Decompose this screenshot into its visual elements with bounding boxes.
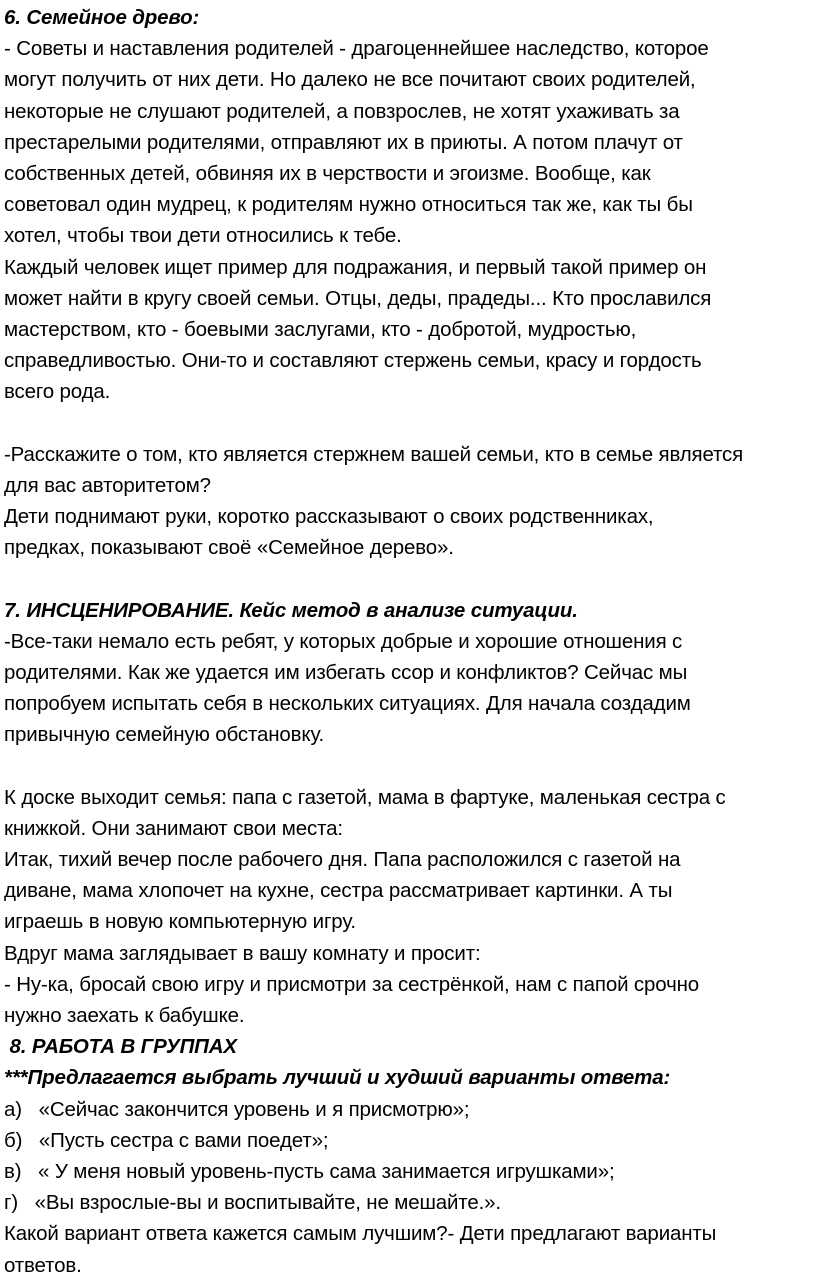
- blank-line: [4, 751, 802, 782]
- text-line: -Расскажите о том, кто является стержнем вашей семьи, кто в семье является: [4, 442, 744, 466]
- text-line: могут получить от них дети. Но далеко не все почитают своих родителей,: [4, 68, 696, 92]
- answer-option-b: б) «Пусть сестра с вами поедет»;: [4, 1128, 329, 1152]
- section-6-question: [4, 439, 802, 501]
- text-line: диване, мама хлопочет на кухне, сестра рассматривает картинки. А ты: [4, 879, 673, 903]
- text-line: для вас авторитетом?: [4, 473, 211, 497]
- text-line: К доске выходит семья: папа с газетой, мама в фартуке, маленькая сестра с: [4, 785, 726, 809]
- text-line: предках, показывают своё «Семейное дерево».: [4, 536, 454, 560]
- section-6-paragraph-1: [4, 33, 802, 251]
- text-line: мастерством, кто - боевыми заслугами, кто - добротой, мудростью,: [4, 317, 637, 341]
- text-line: привычную семейную обстановку.: [4, 723, 325, 747]
- text-line: может найти в кругу своей семьи. Отцы, деды, прадеды... Кто прославился: [4, 286, 712, 310]
- section-6-paragraph-2: [4, 252, 802, 408]
- section-8-heading: 8. РАБОТА В ГРУППАХ: [4, 1035, 237, 1059]
- text-line: советовал один мудрец, к родителям нужно относиться так же, как ты бы: [4, 193, 693, 217]
- text-line: Вдруг мама заглядывает в вашу комнату и просит:: [4, 941, 481, 965]
- text-line: собственных детей, обвиняя их в черствости и эгоизме. Вообще, как: [4, 161, 651, 185]
- section-8-subheading: ***Предлагается выбрать лучший и худший варианты ответа:: [4, 1066, 671, 1090]
- section-7-paragraph-1: [4, 626, 802, 751]
- text-line: книжкой. Они занимают свои места:: [4, 816, 343, 840]
- section-8-closing: [4, 1218, 802, 1280]
- text-line: всего рода.: [4, 380, 111, 404]
- text-line: -Все-таки немало есть ребят, у которых добрые и хорошие отношения с: [4, 629, 683, 653]
- answer-option-d: г) «Вы взрослые-вы и воспитывайте, не мешайте.».: [4, 1191, 501, 1215]
- answer-option-c: в) « У меня новый уровень-пусть сама занимается игрушками»;: [4, 1159, 615, 1183]
- answer-option-a: а) «Сейчас закончится уровень и я присмотрю»;: [4, 1097, 470, 1121]
- text-line: Какой вариант ответа кажется самым лучшим?- Дети предлагают варианты: [4, 1222, 717, 1246]
- section-6-heading: 6. Семейное древо:: [4, 6, 200, 29]
- text-line: хотел, чтобы твои дети относились к тебе.: [4, 224, 402, 248]
- text-line: родителями. Как же удается им избегать ссор и конфликтов? Сейчас мы: [4, 660, 688, 684]
- text-line: - Ну-ка, бросай свою игру и присмотри за сестрёнкой, нам с папой срочно: [4, 972, 700, 996]
- answer-options-list: [4, 1094, 802, 1219]
- blank-line: [4, 407, 802, 438]
- text-line: Дети поднимают руки, коротко рассказывают о своих родственниках,: [4, 505, 654, 528]
- section-6-answer: [4, 501, 802, 563]
- text-line: - Советы и наставления родителей - драгоценнейшее наследство, которое: [4, 37, 709, 61]
- text-line: Итак, тихий вечер после рабочего дня. Папа расположился с газетой на: [4, 848, 681, 872]
- text-line: некоторые не слушают родителей, а повзрослев, не хотят ухаживать за: [4, 99, 680, 123]
- section-7-paragraph-2: [4, 782, 802, 1032]
- text-line: Каждый человек ищет пример для подражания, и первый такой пример он: [4, 255, 707, 279]
- text-line: престарелыми родителями, отправляют их в приюты. А потом плачут от: [4, 130, 683, 154]
- text-line: ответов.: [4, 1253, 82, 1277]
- blank-line: [4, 563, 802, 594]
- section-7-heading: 7. ИНСЦЕНИРОВАНИЕ. Кейс метод в анализе ситуации.: [4, 598, 578, 622]
- text-line: нужно заехать к бабушке.: [4, 1004, 245, 1027]
- text-line: играешь в новую компьютерную игру.: [4, 910, 356, 934]
- text-line: справедливостью. Они-то и составляют стержень семьи, красу и гордость: [4, 349, 702, 373]
- text-line: попробуем испытать себя в нескольких ситуациях. Для начала создадим: [4, 692, 691, 716]
